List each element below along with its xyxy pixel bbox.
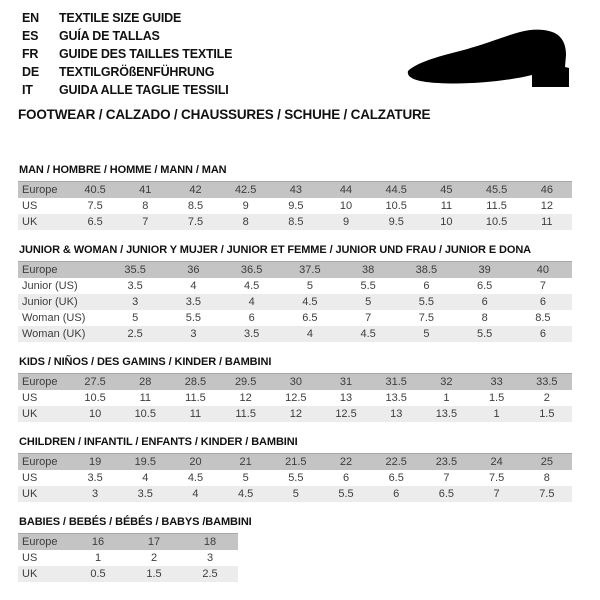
language-code: DE [22,65,39,79]
size-cell: 9.5 [288,200,304,212]
row-label: Junior (UK) [22,296,78,308]
row-label: Europe [22,184,58,196]
size-cell: 7.5 [488,472,505,484]
size-cell: 7.5 [539,488,555,500]
size-cell: 9.5 [388,216,404,228]
language-row [22,9,232,27]
size-cell: 1 [94,552,102,564]
size-cell: 7.5 [87,200,103,212]
size-table [18,373,572,422]
size-cell: 5 [292,488,299,500]
size-cell: 12 [540,200,553,212]
size-cell: 10.5 [84,392,106,404]
size-cell: 11 [541,216,553,228]
table-row [18,278,572,294]
table-row [18,486,572,502]
size-cell: 29.5 [234,376,257,388]
language-title: TEXTILGRÖßENFÜHRUNG [59,65,215,79]
size-cell: 6 [539,328,546,340]
size-cell: 1.5 [146,568,162,580]
size-cell: 5 [423,328,430,340]
table-title: MAN / HOMBRE / HOMME / MANN / MAN [19,164,227,176]
header-row [18,454,572,471]
table-row [18,310,572,326]
size-cell: 3 [190,328,197,340]
size-cell: 8 [543,472,550,484]
size-cell: 43 [289,184,302,196]
row-label: UK [22,408,38,420]
size-cell: 12 [239,392,252,404]
size-cell: 4 [306,328,313,340]
language-list [22,9,232,99]
size-cell: 33.5 [536,376,558,388]
size-cell: 17 [147,536,161,548]
size-cell: 30 [289,376,302,388]
size-cell: 11.5 [235,408,256,420]
size-cell: 5.5 [185,312,202,324]
size-cell: 8 [481,312,488,324]
size-cell: 41 [139,184,152,196]
size-cell: 8.5 [187,200,204,212]
size-cell: 45 [440,184,453,196]
size-cell: 7 [539,280,546,292]
row-label: Europe [22,264,58,276]
size-cell: 13.5 [385,392,407,404]
size-cell: 5 [132,312,139,324]
language-code: IT [22,83,33,97]
size-cell: 18 [203,536,217,548]
size-cell: 40 [536,264,549,276]
table-row [18,550,238,566]
size-cell: 6 [248,312,255,324]
table-title: JUNIOR & WOMAN / JUNIOR Y MUJER / JUNIOR ET FEMME / JUNIOR UND FRAU / JUNIOR E DONA [19,244,532,256]
size-cell: 1 [493,408,500,420]
size-cell: 12.5 [335,408,357,420]
size-cell: 36.5 [240,264,263,276]
size-cell: 7 [493,488,500,500]
size-cell: 42.5 [234,184,257,196]
size-section [18,356,582,422]
size-cell: 5 [365,296,372,308]
size-cell: 5 [306,280,313,292]
size-cell: 4.5 [238,488,254,500]
row-label: Junior (US) [22,280,78,292]
size-cell: 22 [339,456,353,468]
size-cell: 4 [248,296,255,308]
size-cell: 3.5 [87,472,103,484]
size-cell: 10 [440,216,453,228]
size-cell: 11 [139,392,151,404]
size-cell: 42 [189,184,202,196]
size-cell: 4.5 [187,472,204,484]
language-row [22,45,232,63]
size-cell: 2 [150,552,158,564]
table-row [18,214,572,230]
row-label: Woman (UK) [22,328,86,340]
table-row [18,326,572,342]
size-cell: 2 [543,392,550,404]
size-cell: 6.5 [87,216,103,228]
size-cell: 4 [142,472,149,484]
size-cell: 10 [88,408,102,420]
table-row [18,390,572,406]
size-cell: 23.5 [435,456,458,468]
size-cell: 2.5 [127,328,143,340]
size-section [18,516,582,582]
size-cell: 5.5 [360,280,376,292]
language-code: FR [22,47,39,61]
language-row [22,63,232,81]
size-cell: 25 [540,456,553,468]
size-cell: 7.5 [187,216,204,228]
size-cell: 5.5 [476,328,493,340]
size-cell: 16 [91,536,105,548]
size-table [18,181,572,230]
language-title: GUIDA ALLE TAGLIE TESSILI [59,83,229,97]
table-row [18,198,572,214]
size-cell: 10.5 [485,216,508,228]
size-cell: 21 [239,456,252,468]
size-cell: 21.5 [285,456,307,468]
size-cell: 3 [206,552,214,564]
size-cell: 6 [539,296,546,308]
size-cell: 6 [393,488,400,500]
size-cell: 4 [192,488,199,500]
size-cell: 11 [440,200,453,212]
size-cell: 6 [342,472,350,484]
row-label: UK [22,216,38,228]
size-cell: 44.5 [385,184,407,196]
size-cell: 8 [142,200,149,212]
size-cell: 28 [139,376,152,388]
size-cell: 5 [242,472,249,484]
dress-shoe-icon [398,26,576,94]
size-cell: 33 [490,376,503,388]
language-title: GUÍA DE TALLAS [59,29,160,43]
size-cell: 12 [289,408,302,420]
table-row [18,566,238,582]
size-cell: 5.5 [288,472,304,484]
size-cell: 12.5 [285,392,307,404]
language-row [22,81,232,99]
size-tables [18,164,582,596]
size-cell: 2.5 [202,568,218,580]
row-label: Europe [22,456,58,468]
size-cell: 7 [142,216,149,228]
size-cell: 19 [88,456,102,468]
table-title: KIDS / NIÑOS / DES GAMINS / KINDER / BAMBINI [19,356,272,368]
size-cell: 28.5 [184,376,207,388]
size-cell: 36 [187,264,200,276]
size-cell: 3 [132,296,139,308]
size-cell: 6 [481,296,488,308]
size-cell: 39 [478,264,491,276]
size-cell: 13 [390,408,403,420]
size-cell: 3.5 [127,280,143,292]
size-cell: 31.5 [385,376,407,388]
category-heading: FOOTWEAR / CALZADO / CHAUSSURES / SCHUHE / CALZATURE [18,107,431,122]
size-cell: 8 [242,216,249,228]
size-cell: 9 [342,216,350,228]
size-cell: 19.5 [134,456,156,468]
size-cell: 3.5 [243,328,260,340]
row-label: UK [22,488,38,500]
size-cell: 4 [190,280,197,292]
size-section [18,436,582,502]
row-label: Woman (US) [22,312,86,324]
table-row [18,470,572,486]
size-cell: 32 [440,376,453,388]
row-label: Europe [22,376,58,388]
size-cell: 37.5 [299,264,321,276]
size-cell: 11.5 [486,200,507,212]
size-cell: 45.5 [485,184,508,196]
size-cell: 35.5 [124,264,146,276]
row-label: Europe [22,536,58,548]
size-cell: 6.5 [476,280,493,292]
size-cell: 13.5 [435,408,458,420]
header-row [18,182,572,199]
size-cell: 22.5 [385,456,407,468]
size-cell: 3.5 [185,296,202,308]
size-cell: 6 [423,280,430,292]
size-cell: 11.5 [185,392,206,404]
size-section [18,244,582,342]
size-cell: 6.5 [388,472,404,484]
table-row [18,294,572,310]
row-label: US [22,200,38,212]
size-cell: 1.5 [488,392,505,404]
size-cell: 24 [490,456,503,468]
size-cell: 31 [339,376,353,388]
size-cell: 13 [339,392,353,404]
size-cell: 6.5 [438,488,455,500]
size-cell: 3 [92,488,99,500]
header-row [18,374,572,391]
size-table [18,453,572,502]
size-section [18,164,582,230]
size-cell: 11 [189,408,202,420]
size-cell: 5.5 [418,296,435,308]
size-cell: 44 [339,184,353,196]
size-cell: 38 [362,264,375,276]
size-cell: 10.5 [385,200,407,212]
header-row [18,262,572,279]
size-cell: 4.5 [302,296,318,308]
size-cell: 4.5 [360,328,376,340]
size-cell: 40.5 [84,184,106,196]
size-cell: 1 [443,392,450,404]
row-label: US [22,552,38,564]
table-title: CHILDREN / INFANTIL / ENFANTS / KINDER / BAMBINI [19,436,298,448]
size-cell: 0.5 [90,568,106,580]
size-cell: 7.5 [418,312,435,324]
size-cell: 8.5 [288,216,304,228]
size-table [18,261,572,342]
size-cell: 6.5 [302,312,318,324]
row-label: US [22,392,38,404]
size-cell: 27.5 [84,376,106,388]
row-label: US [22,472,38,484]
language-row [22,27,232,45]
language-title: GUIDE DES TAILLES TEXTILE [59,47,233,61]
language-code: ES [22,29,39,43]
size-cell: 20 [189,456,202,468]
size-cell: 9 [242,200,249,212]
size-cell: 1.5 [539,408,555,420]
language-title: TEXTILE SIZE GUIDE [59,11,182,25]
table-row [18,406,572,422]
size-cell: 7 [365,312,372,324]
size-cell: 7 [443,472,450,484]
size-cell: 3.5 [137,488,153,500]
size-cell: 4.5 [243,280,260,292]
size-table [18,533,238,582]
size-cell: 5.5 [338,488,354,500]
size-cell: 10.5 [134,408,156,420]
size-cell: 10 [339,200,353,212]
table-title: BABIES / BEBÉS / BÉBÉS / BABYS /BAMBINI [19,516,252,528]
size-cell: 8.5 [535,312,551,324]
size-cell: 46 [540,184,553,196]
row-label: UK [22,568,38,580]
size-cell: 38.5 [415,264,438,276]
header-row [18,534,238,551]
language-code: EN [22,11,39,25]
